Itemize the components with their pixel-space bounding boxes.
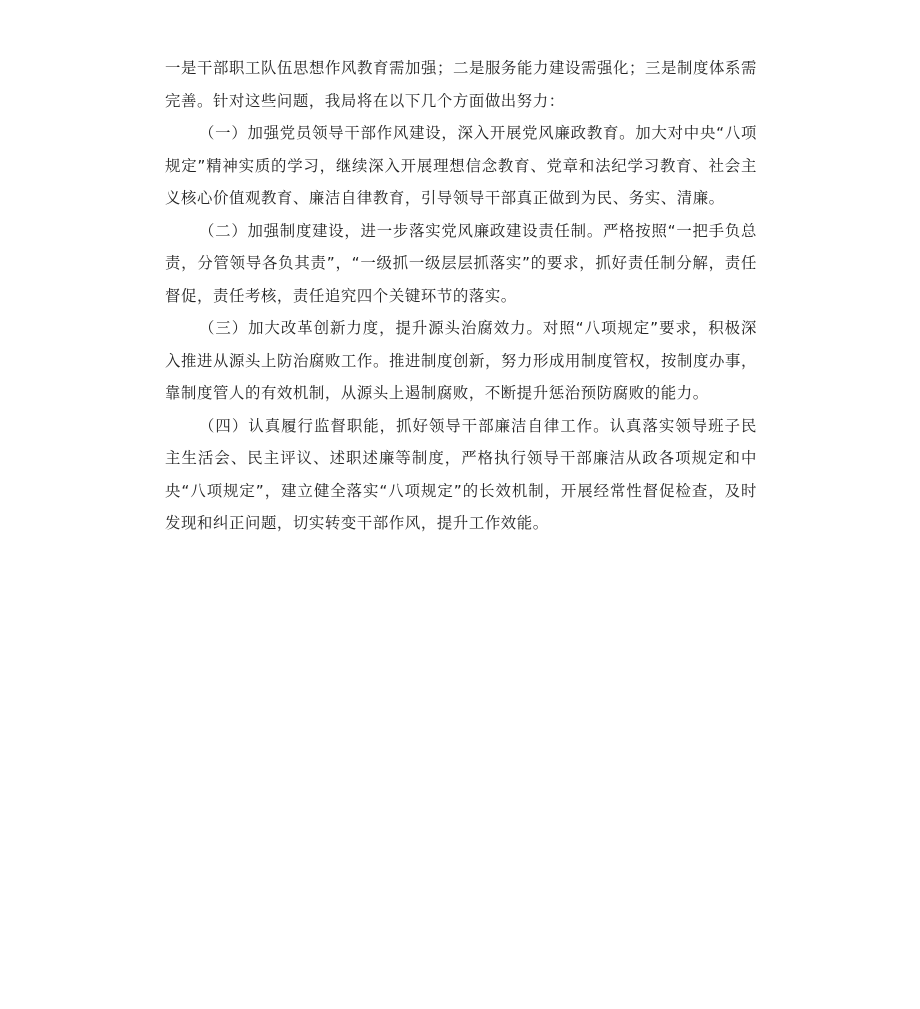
paragraph-item-3: （三）加大改革创新力度，提升源头治腐效力。对照“八项规定”要求，积极深入推进从源头上防治腐败工作。推进制度创新，努力形成用制度管权，按制度办事，靠制度管人的有效机制，从源头上遏制腐败，不断提升惩治预防腐败的能力。 <box>165 319 757 402</box>
paragraph-item-4: （四）认真履行监督职能，抓好领导干部廉洁自律工作。认真落实领导班子民主生活会、民主评议、述职述廉等制度，严格执行领导干部廉洁从政各项规定和中央“八项规定”，建立健全落实“八项规定”的长效机制，开展经常性督促检查，及时发现和纠正问题，切实转变干部作风，提升工作效能。 <box>165 416 757 532</box>
paragraph-intro: 一是干部职工队伍思想作风教育需加强；二是服务能力建设需强化；三是制度体系需完善。针对这些问题，我局将在以下几个方面做出努力： <box>165 59 757 110</box>
document-body <box>165 52 757 540</box>
paragraph-item-1: （一）加强党员领导干部作风建设，深入开展党风廉政教育。加大对中央“八项规定”精神实质的学习，继续深入开展理想信念教育、党章和法纪学习教育、社会主义核心价值观教育、廉洁自律教育，引导领导干部真正做到为民、务实、清廉。 <box>165 124 757 207</box>
paragraph-item-2: （二）加强制度建设，进一步落实党风廉政建设责任制。严格按照“一把手负总责，分管领导各负其责”，“一级抓一级层层抓落实”的要求，抓好责任制分解，责任督促，责任考核，责任追究四个关键环节的落实。 <box>165 221 757 305</box>
